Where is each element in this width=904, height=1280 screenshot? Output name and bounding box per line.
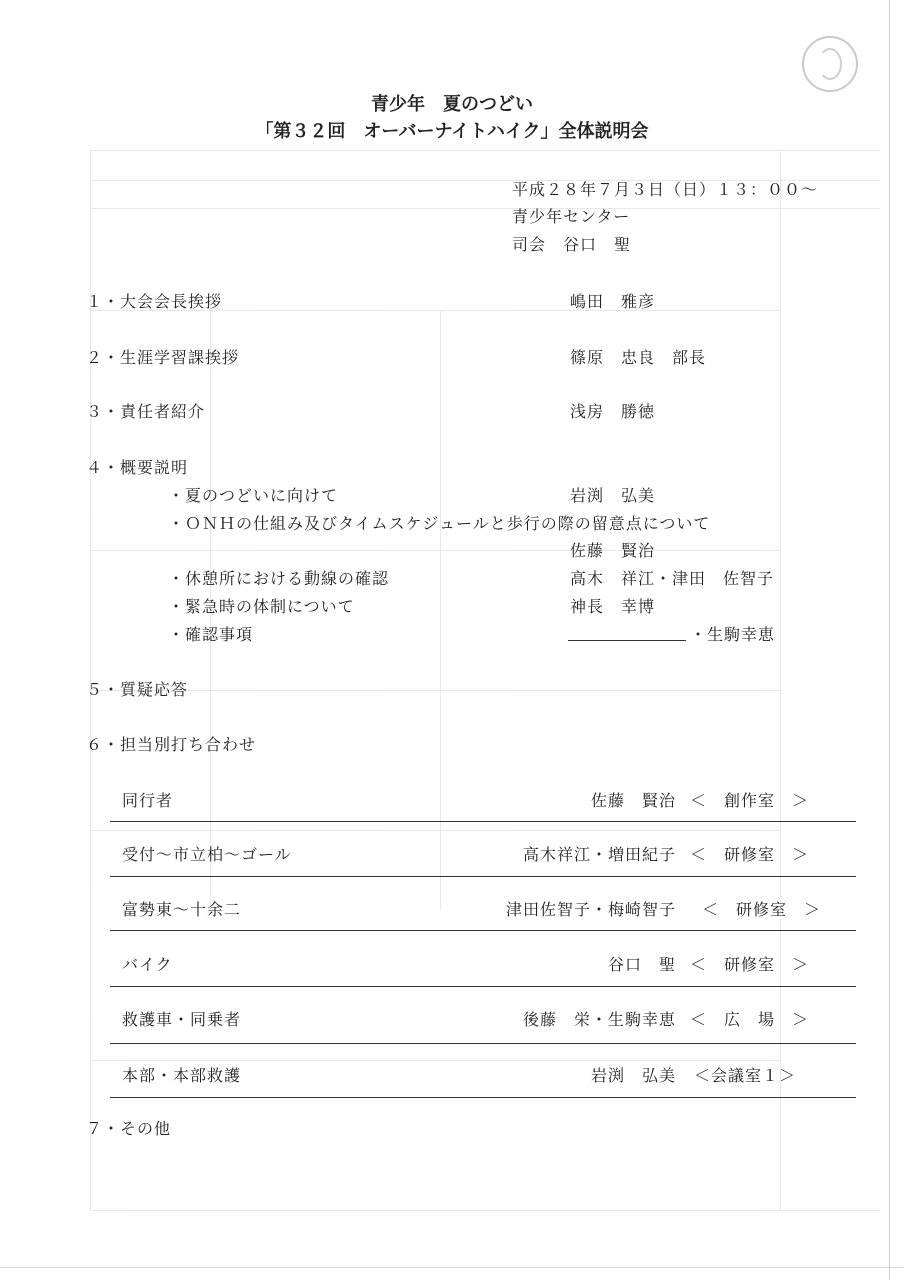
row-divider: [110, 1043, 856, 1044]
document-title: 青少年 夏のつどい: [371, 94, 533, 115]
assignment-room: ＜ 研修室 ＞: [702, 900, 822, 919]
document-subtitle: 「第３２回 オーバーナイトハイク」全体説明会: [255, 121, 649, 142]
agenda-item-person: 嶋田 雅彦: [570, 292, 656, 311]
row-divider: [110, 821, 856, 822]
agenda-item-label: ４・概要説明: [86, 458, 189, 477]
agenda-item-person: 篠原 忠良 部長: [570, 348, 707, 367]
assignment-role: 富勢東～十余二: [122, 900, 242, 919]
sub-item-label: ・確認事項: [168, 625, 254, 644]
agenda-item-label: １・大会会長挨拶: [86, 292, 223, 311]
blank-underline: [568, 640, 686, 641]
meeting-place: 青少年センター: [512, 207, 631, 226]
assignment-people: 津田佐智子・梅崎智子: [505, 900, 676, 919]
sub-item-person: 岩渕 弘美: [570, 486, 656, 505]
row-divider: [110, 876, 856, 877]
meeting-host: 司会 谷口 聖: [512, 235, 632, 254]
page-edge: [0, 1267, 904, 1268]
sub-item-label: ・休憩所における動線の確認: [168, 569, 390, 588]
assignment-role: 救護車・同乗者: [122, 1010, 242, 1029]
assignment-room: ＜ 研修室 ＞: [690, 955, 810, 974]
assignment-people: 岩渕 弘美: [590, 1066, 676, 1085]
section-heading: ５・質疑応答: [86, 680, 189, 699]
assignment-role: 受付～市立柏～ゴール: [122, 845, 292, 864]
assignment-people: 後藤 栄・生駒幸恵: [522, 1010, 676, 1029]
row-divider: [110, 1097, 856, 1098]
assignment-role: 同行者: [122, 791, 174, 810]
assignment-role: 本部・本部救護: [122, 1066, 242, 1085]
assignment-people: 谷口 聖: [607, 955, 676, 974]
assignment-room: ＜ 創作室 ＞: [690, 791, 810, 810]
sub-item-label: ・夏のつどいに向けて: [168, 486, 339, 505]
agenda-item-label: ２・生涯学習課挨拶: [86, 348, 240, 367]
assignment-room: ＜ 広 場 ＞: [690, 1010, 810, 1029]
sub-item-label: ・ＯＮＨの仕組み及びタイムスケジュールと歩行の際の留意点について: [168, 514, 711, 533]
sub-item-person: 高木 祥江・津田 佐智子: [570, 569, 775, 588]
assignment-room: ＜ 研修室 ＞: [690, 845, 810, 864]
meeting-datetime: 平成２８年７月３日（日）１３：００～: [512, 180, 819, 199]
row-divider: [110, 986, 856, 987]
agenda-item-label: ３・責任者紹介: [86, 402, 206, 421]
section-heading: ７・その他: [86, 1119, 172, 1138]
sub-item-person: 佐藤 賢治: [570, 541, 656, 560]
stamp-mark: [802, 36, 858, 92]
row-divider: [110, 930, 856, 931]
agenda-item-person: 浅房 勝徳: [570, 402, 656, 421]
sub-item-person: ・生駒幸恵: [690, 625, 776, 644]
sub-item-label: ・緊急時の体制について: [168, 597, 355, 616]
assignment-people: 高木祥江・増田紀子: [522, 845, 676, 864]
assignment-room: ＜会議室１＞: [694, 1066, 797, 1085]
section-heading: ６・担当別打ち合わせ: [86, 735, 257, 754]
assignment-role: バイク: [122, 955, 173, 974]
sub-item-person: 神長 幸博: [570, 597, 656, 616]
assignment-people: 佐藤 賢治: [590, 791, 676, 810]
